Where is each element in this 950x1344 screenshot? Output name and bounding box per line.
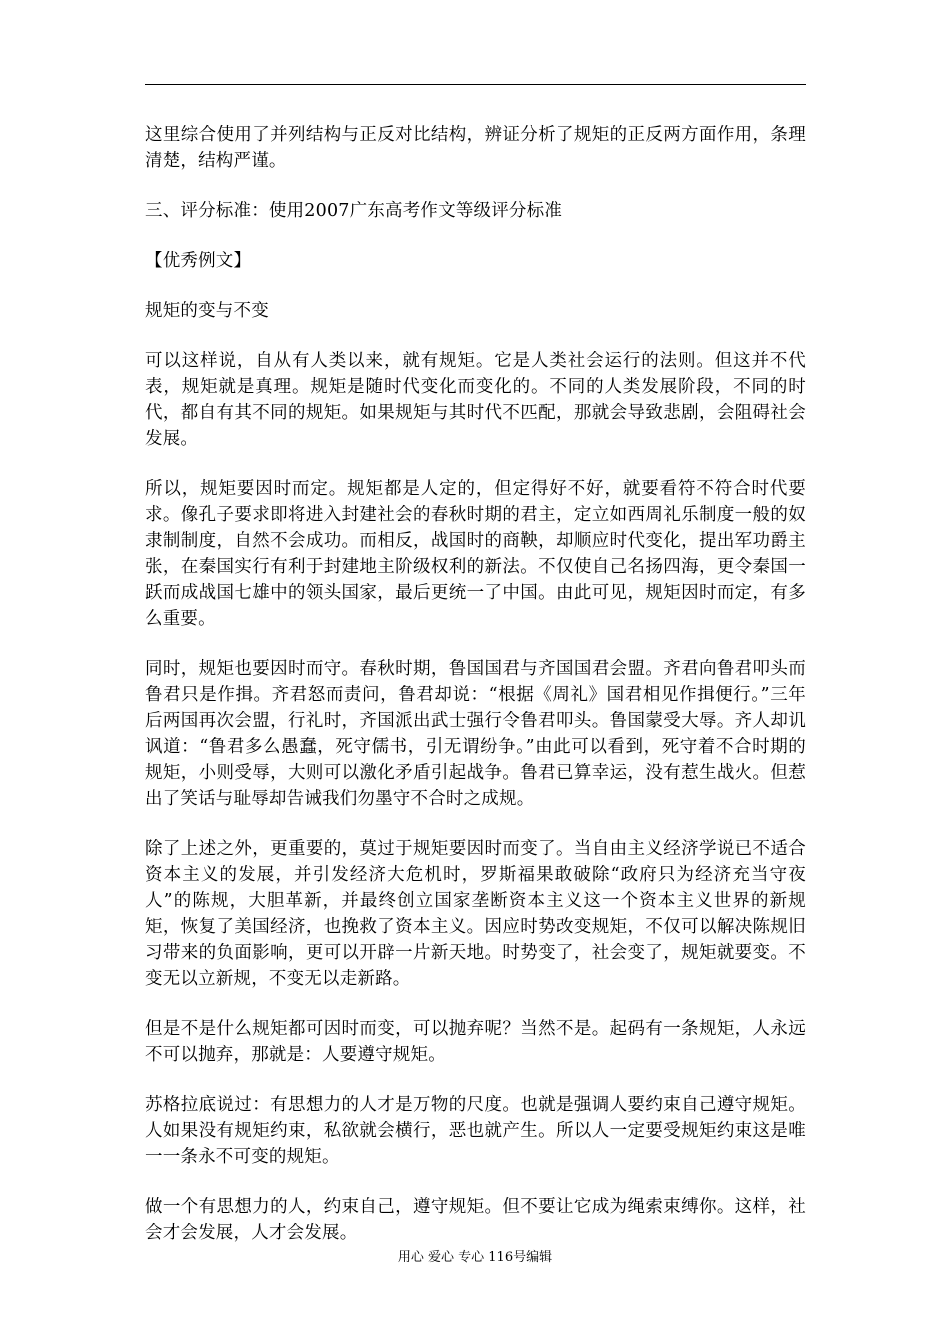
essay-paragraph: 但是不是什么规矩都可因时而变，可以抛弃呢？当然不是。起码有一条规矩，人永远不可以抛弃，那就是：人要遵守规矩。 xyxy=(145,1019,806,1065)
analysis-summary-paragraph: 这里综合使用了并列结构与正反对比结构，辨证分析了规矩的正反两方面作用，条理清楚，结构严谨。 xyxy=(145,125,806,171)
sample-essay-label: 【优秀例文】 xyxy=(145,251,252,271)
header-divider xyxy=(145,84,806,85)
essay-paragraph: 苏格拉底说过：有思想力的人才是万物的尺度。也就是强调人要约束自己遵守规矩。人如果没有规矩约束，私欲就会横行，恶也就产生。所以人一定要受规矩约束这是唯一一条永不可变的规矩。 xyxy=(145,1095,806,1167)
scoring-standard-heading: 三、评分标准：使用2007广东高考作文等级评分标准 xyxy=(145,201,563,221)
essay-paragraph: 同时，规矩也要因时而守。春秋时期，鲁国国君与齐国国君会盟。齐君向鲁君叩头而鲁君只是作揖。齐君怒而责问，鲁君却说：“根据《周礼》国君相见作揖便行。”三年后两国再次会盟，行礼时，齐国派出武士强行令鲁君叩头。鲁国蒙受大辱。齐人却讥讽道：“鲁君多么愚蠢，死守儒书，引无谓纷争。”由此可以看到，死守着不合时期的规矩，小则受辱，大则可以激化矛盾引起战争。鲁君已算幸运，没有惹生战火。但惹出了笑话与耻辱却告诫我们勿墨守不合时之成规。 xyxy=(145,659,806,809)
essay-title: 规矩的变与不变 xyxy=(145,301,269,321)
document-body xyxy=(145,122,806,1270)
essay-paragraph: 除了上述之外，更重要的，莫过于规矩要因时而变了。当自由主义经济学说已不适合资本主义的发展，并引发经济大危机时，罗斯福果敢破除“政府只为经济充当守夜人”的陈规，大胆革新，并最终创立国家垄断资本主义这一个资本主义世界的新规矩，恢复了美国经济，也挽救了资本主义。因应时势改变规矩，不仅可以解决陈规旧习带来的负面影响，更可以开辟一片新天地。时势变了，社会变了，规矩就要变。不变无以立新规，不变无以走新路。 xyxy=(145,839,806,989)
essay-paragraph: 所以，规矩要因时而定。规矩都是人定的，但定得好不好，就要看符不符合时代要求。像孔子要求即将进入封建社会的春秋时期的君主，定立如西周礼乐制度一般的奴隶制制度，自然不会成功。而相反，战国时的商鞅，却顺应时代变化，提出军功爵主张，在秦国实行有利于封建地主阶级权利的新法。不仅使自己名扬四海，更令秦国一跃而成战国七雄中的领头国家，最后更统一了中国。由此可见，规矩因时而定，有多么重要。 xyxy=(145,479,806,629)
essay-paragraph: 可以这样说，自从有人类以来，就有规矩。它是人类社会运行的法则。但这并不代表，规矩就是真理。规矩是随时代变化而变化的。不同的人类发展阶段，不同的时代，都自有其不同的规矩。如果规矩与其时代不匹配，那就会导致悲剧，会阻碍社会发展。 xyxy=(145,351,806,449)
page-footer: 用心 爱心 专心 116号编辑 xyxy=(397,1250,553,1265)
essay-paragraph: 做一个有思想力的人，约束自己，遵守规矩。但不要让它成为绳索束缚你。这样，社会才会发展，人才会发展。 xyxy=(145,1197,806,1243)
